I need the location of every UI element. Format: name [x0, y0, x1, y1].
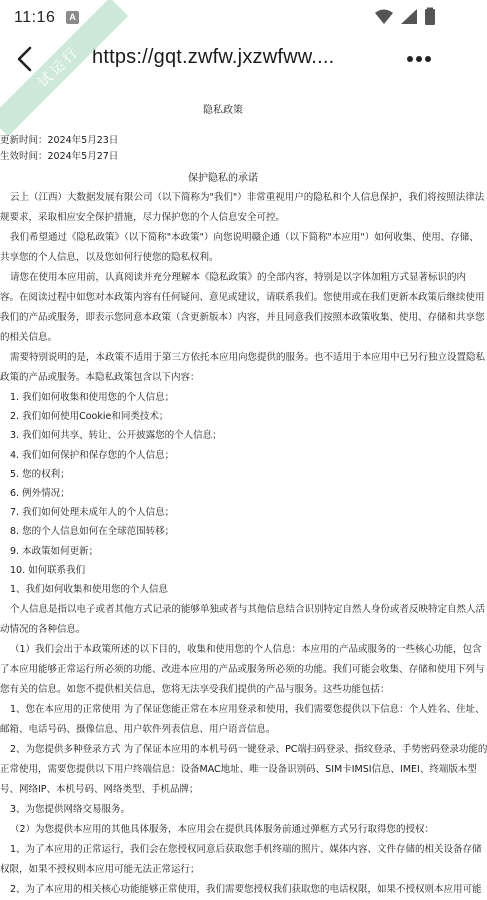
paragraph-line: 了本应用能够正常运行所必须的功能、改进本应用的产品或服务所必须的功能。我们可能会收集、存储和使用下列与	[0, 663, 485, 675]
document-title: 隐私政策	[203, 105, 243, 116]
paragraph-line: 邮箱、电话号码、摄像信息、用户软件列表信息、用户语音信息。	[0, 723, 276, 735]
toc-item: 10. 如何联系我们	[10, 564, 86, 576]
chevron-left-icon	[14, 46, 36, 72]
privacy-policy-document	[0, 92, 487, 895]
app-notification-icon: A	[66, 11, 79, 24]
document-body	[0, 188, 487, 900]
status-bar	[0, 0, 446, 36]
toc-item: 1. 我们如何收集和使用您的个人信息；	[10, 392, 175, 403]
paragraph-line: 容。在阅读过程中如您对本政策内容有任何疑问、意见或建议，请联系我们。您使用或在我们更新本政策后继续使用	[0, 292, 485, 303]
toc-item: 3. 我们如何共享、转让、公开披露您的个人信息；	[10, 430, 222, 442]
paragraph-line: 2、为您提供多种登录方式 为了保证本应用的本机号码一键登录、PC端扫码登录、指纹登录、手势密码登录功能的	[10, 743, 487, 755]
paragraph-line: 号、网络IP、本机号码、网络类型、手机品牌；	[0, 783, 199, 795]
toc-item: 9. 本政策如何更新；	[10, 545, 99, 557]
toc-item: 2. 我们如何使用Cookie和同类技术；	[10, 411, 169, 423]
paragraph-line: 请您在使用本应用前，认真阅读并充分理解本《隐私政策》的全部内容，特别是以字体加粗方式显著标识的内	[10, 272, 467, 283]
section-heading: 1、我们如何收集和使用您的个人信息	[10, 583, 169, 595]
paragraph-line: （1）我们会出于本政策所述的以下目的，收集和使用您的个人信息：本应用的产品或服务的一些核心功能，包含	[10, 643, 482, 655]
wifi-icon	[374, 7, 394, 27]
toc-item: 7. 我们如何处理未成年人的个人信息；	[10, 507, 175, 519]
paragraph-line: 1、为了本应用的正常运行，我们会在您授权同意后获取您手机终端的照片、媒体内容、文件存储的相关设备存储	[10, 843, 482, 855]
updated-date: 更新时间：2024年5月23日	[0, 135, 119, 146]
paragraph-line: 云上（江西）大数据发展有限公司（以下简称为"我们"）非常重视用户的隐私和个人信息保护，我们将按照法律法	[10, 192, 485, 203]
effective-date: 生效时间：2024年5月27日	[0, 151, 119, 162]
status-icons	[374, 7, 436, 27]
more-button[interactable]	[402, 42, 436, 76]
page-url[interactable]: https://gqt.zwfw.jxzwfww....	[92, 46, 335, 68]
toc-item: 6. 例外情况；	[10, 487, 70, 499]
toc-item: 5. 您的权利；	[10, 468, 70, 480]
paragraph-line: （2）为您提供本应用的其他具体服务，本应用会在提供具体服务前通过弹框方式另行取得您的授权：	[10, 823, 435, 835]
status-time: 11:16	[14, 9, 56, 26]
paragraph-line: 共享您的个人信息，以及您如何行使您的隐私权利。	[0, 252, 219, 263]
paragraph-line: 我们的产品或服务，即表示您同意本政策（含更新版本）内容，并且同意我们按照本政策收集、使用、存储和共享您	[0, 312, 485, 323]
paragraph-line: 规要求，采取相应安全保护措施，尽力保护您的个人信息安全可控。	[0, 212, 286, 223]
trial-run-ribbon: 试运行	[0, 0, 128, 136]
paragraph-line: 动情况的各种信息。	[0, 623, 86, 635]
document-subtitle: 保护隐私的承诺	[188, 173, 258, 184]
paragraph-line: 权限，如果不授权则本应用可能无法正常运行；	[0, 863, 200, 875]
battery-icon	[424, 7, 436, 27]
paragraph-line: 政策的产品或服务。本隐私政策包含以下内容：	[0, 372, 200, 383]
paragraph-line: 的相关信息。	[0, 332, 58, 343]
paragraph-line: 我们希望通过《隐私政策》（以下简称"本政策"）向您说明赣企通（以下简称"本应用"）如何收集、使用、存储、	[10, 232, 479, 243]
paragraph-line: 3、为您提供网络交易服务。	[10, 803, 131, 815]
paragraph-line: 1、您在本应用的正常使用 为了保证您能正常在本应用登录和使用，我们需要您提供以下信息：个人姓名、住址、	[10, 703, 485, 715]
paragraph-line: 2、为了本应用的相关核心功能能够正常使用，我们需要您授权我们获取您的电话权限，如果不授权则本应用可能	[10, 883, 482, 895]
paragraph-line: 您有关的信息。如您不提供相关信息，您将无法享受我们提供的产品与服务。这些功能包括：	[0, 683, 390, 695]
paragraph-line: 个人信息是指以电子或者其他方式记录的能够单独或者与其他信息结合识别特定自然人身份或者反映特定自然人活	[10, 603, 486, 615]
toc-item: 8. 您的个人信息如何在全球范围转移；	[10, 526, 175, 538]
toc-item: 4. 我们如何保护和保存您的个人信息；	[10, 449, 175, 461]
signal-icon	[399, 7, 419, 27]
more-vertical-icon	[406, 55, 432, 63]
paragraph-line: 正常使用，需要您提供以下用户终端信息：设备MAC地址、唯一设备识别码、SIM卡IMSI信息、IMEI、终端版本型	[0, 763, 477, 775]
paragraph-line: 需要特别说明的是，本政策不适用于第三方依托本应用向您提供的服务。也不适用于本应用中已另行独立设置隐私	[10, 352, 486, 363]
